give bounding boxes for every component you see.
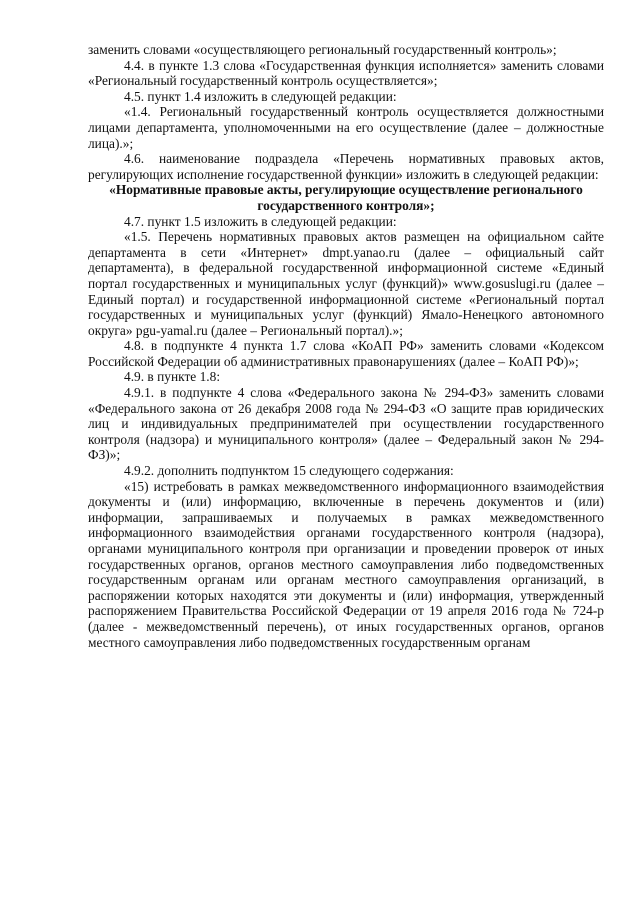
document-page (88, 42, 604, 650)
paragraph-4-9-1: 4.9.1. в подпункте 4 слова «Федерального закона № 294-ФЗ» заменить словами «Федерального закона от 26 декабря 2008 года № 294-ФЗ «О защите прав юридических лиц и индивидуальных предпринимателей при осуществлении государственного контроля (надзора) и муниципального контроля» (далее – Федеральный закон № 294-ФЗ)»; (88, 385, 604, 463)
paragraph-4-4: 4.4. в пункте 1.3 слова «Государственная функция исполняется» заменить словами «Региональный государственный контроль осуществляется»; (88, 57, 604, 89)
paragraph-4-8: 4.8. в подпункте 4 пункта 1.7 слова «КоАП РФ» заменить словами «Кодексом Российской Федерации об административных правонарушениях (далее – КоАП РФ)»; (88, 338, 604, 369)
paragraph-4-7: 4.7. пункт 1.5 изложить в следующей редакции: (124, 213, 397, 229)
paragraph-1-4-quote: «1.4. Региональный государственный контроль осуществляется должностными лицами департамента, уполномоченными на его осуществление (далее – должностные лица).»; (88, 104, 604, 151)
section-heading: «Нормативные правовые акты, регулирующие осуществление регионального государственного контроля»; (109, 182, 583, 213)
paragraph-continuation: заменить словами «осуществляющего региональный государственный контроль»; (88, 42, 557, 57)
paragraph-15-quote: «15) истребовать в рамках межведомственного информационного взаимодействия документы и (или) информацию, включенные в перечень документов и (или) информации, запрашиваемых и получаемых в рамках межведомственного информационного взаимодействия органами государственного контроля (надзора), органами муниципального контроля при организации и проведении проверок от иных государственных органов, органов местного самоуправления либо подведомственных государственным органам или органам местного самоуправления организаций, в распоряжении которых находятся эти документы и (или) информация, утвержденный распоряжением Правительства Российской Федерации от 19 апреля 2016 года № 724-р (далее - межведомственный перечень), от иных государственных органов, органов местного самоуправления либо подведомственных государственным органам (88, 478, 604, 650)
paragraph-4-9: 4.9. в пункте 1.8: (124, 369, 221, 385)
paragraph-1-5-quote: «1.5. Перечень нормативных правовых актов размещен на официальном сайте департамента в сети «Интернет» dmpt.yanao.ru (далее – официальный сайт департамента), в федеральной государственной информационной системе «Единый портал государственных и муниципальных услуг (функций)» www.gosuslugi.ru (далее – Единый портал) и государственной информационной системе «Региональный портал государственных и муниципальных услуг (функций) Ямало-Ненецкого автономного округа» pgu-yamal.ru (далее – Региональный портал).»; (88, 229, 604, 338)
paragraph-4-9-2: 4.9.2. дополнить подпунктом 15 следующего содержания: (124, 463, 454, 479)
paragraph-4-6: 4.6. наименование подраздела «Перечень нормативных правовых актов, регулирующих исполнение государственной функции» изложить в следующей редакции: (88, 151, 604, 182)
paragraph-4-5: 4.5. пункт 1.4 изложить в следующей редакции: (124, 88, 397, 104)
